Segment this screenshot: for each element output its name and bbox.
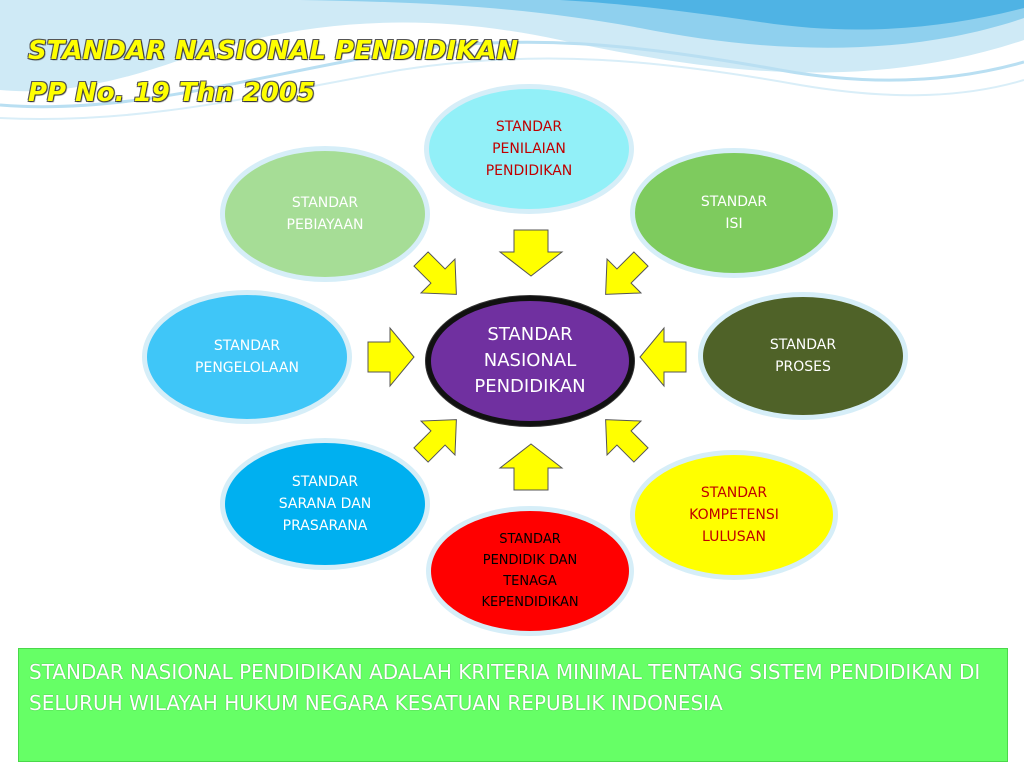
slide-title bbox=[28, 30, 518, 114]
node-standar-pebiayaan bbox=[220, 146, 430, 282]
arrow-from-pengelolaan bbox=[366, 326, 416, 388]
node-standar-sarana-prasarana bbox=[220, 438, 430, 570]
node-standar-pengelolaan bbox=[142, 290, 352, 424]
node-label: STANDAR PENDIDIK DAN TENAGA KEPENDIDIKAN bbox=[481, 532, 579, 610]
arrow-from-proses bbox=[638, 326, 688, 388]
arrow-from-kompetensi bbox=[596, 410, 652, 466]
node-standar-pendidik-tenaga bbox=[426, 506, 634, 636]
center-node-label: STANDAR NASIONAL PENDIDIKAN bbox=[474, 324, 586, 397]
node-standar-isi bbox=[630, 148, 838, 278]
center-node-standar-nasional-pendidikan bbox=[426, 296, 634, 426]
arrow-from-sarana bbox=[410, 410, 466, 466]
arrow-from-pebiayaan bbox=[410, 248, 466, 304]
node-label: STANDAR ISI bbox=[700, 194, 768, 232]
node-label: STANDAR PENGELOLAAN bbox=[195, 338, 299, 376]
node-label: STANDAR SARANA DAN PRASARANA bbox=[278, 474, 372, 534]
node-label: STANDAR PROSES bbox=[769, 337, 837, 375]
arrow-from-penilaian bbox=[498, 228, 564, 278]
node-label: STANDAR PENILAIAN PENDIDIKAN bbox=[485, 119, 573, 179]
node-standar-proses bbox=[698, 292, 908, 420]
definition-text: STANDAR NASIONAL PENDIDIKAN ADALAH KRITERIA MINIMAL TENTANG SISTEM PENDIDIKAN DI SELURUH WILAYAH HUKUM NEGARA KESATUAN REPUBLIK INDONESIA bbox=[29, 660, 981, 715]
node-standar-kompetensi-lulusan bbox=[630, 450, 838, 580]
node-label: STANDAR KOMPETENSI LULUSAN bbox=[689, 485, 779, 545]
title-line-2: PP No. 19 Thn 2005 bbox=[28, 78, 316, 108]
arrow-from-pendidik bbox=[498, 442, 564, 492]
node-standar-penilaian bbox=[424, 84, 634, 214]
title-line-1: STANDAR NASIONAL PENDIDIKAN bbox=[28, 36, 519, 66]
definition-box bbox=[18, 648, 1008, 762]
arrow-from-isi bbox=[596, 248, 652, 304]
node-label: STANDAR PEBIAYAAN bbox=[286, 195, 364, 233]
